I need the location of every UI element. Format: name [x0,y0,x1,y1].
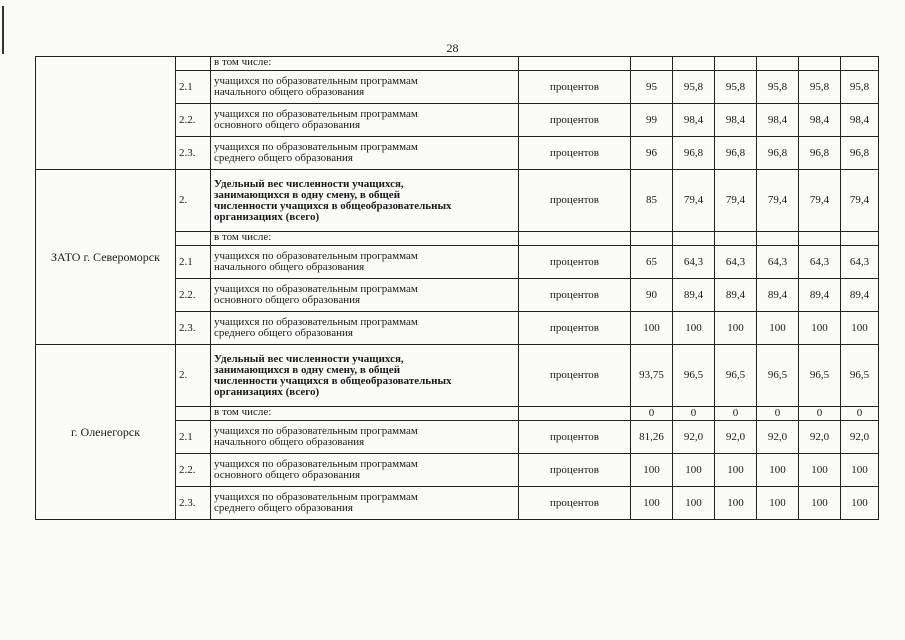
value-cell: 0 [757,407,799,421]
value-cell [757,232,799,246]
value-cell: 0 [799,407,841,421]
value-cell: 93,75 [631,345,673,407]
value-cell: 96,8 [715,137,757,170]
value-cell [757,57,799,71]
value-cell: 89,4 [673,279,715,312]
indicator-label [211,246,519,279]
indicators-table [35,56,879,520]
value-cell: 96,5 [841,345,879,407]
value-cell [841,232,879,246]
value-cell: 79,4 [673,170,715,232]
indicator-label [211,421,519,454]
value-cell: 99 [631,104,673,137]
value-cell: 89,4 [841,279,879,312]
value-cell: 95,8 [673,71,715,104]
item-number: 2.2. [176,454,211,487]
value-cell: 96,8 [799,137,841,170]
indicator-text-line: учащихся по образовательным программам [214,458,418,470]
value-cell: 64,3 [715,246,757,279]
unit-cell: процентов [519,454,631,487]
unit-cell: процентов [519,137,631,170]
unit-cell: процентов [519,345,631,407]
value-cell: 100 [715,312,757,345]
value-cell: 96,5 [715,345,757,407]
unit-cell-empty [519,57,631,71]
item-number: 2.3. [176,487,211,520]
item-number: 2.3. [176,137,211,170]
indicator-heading [211,345,519,407]
value-cell: 98,4 [841,104,879,137]
item-number: 2.1 [176,71,211,104]
value-cell: 100 [757,487,799,520]
municipality-cell: ЗАТО г. Североморск [36,170,176,345]
value-cell: 95,8 [799,71,841,104]
indicator-text-line: среднего общего образования [214,152,353,164]
value-cell: 96,5 [673,345,715,407]
value-cell: 92,0 [841,421,879,454]
value-cell: 95,8 [715,71,757,104]
indicator-text-line: учащихся по образовательным программам [214,75,418,87]
value-cell: 79,4 [841,170,879,232]
unit-cell-empty [519,407,631,421]
value-cell: 100 [799,487,841,520]
value-cell: 92,0 [715,421,757,454]
value-cell: 85 [631,170,673,232]
indicator-text-line: начального общего образования [214,436,365,448]
value-cell: 96,8 [841,137,879,170]
unit-cell-empty [519,232,631,246]
indicator-text-line: Удельный вес численности учащихся, [214,177,404,190]
value-cell: 92,0 [673,421,715,454]
unit-cell: процентов [519,71,631,104]
value-cell: 96 [631,137,673,170]
indicator-text-line: организациях (всего) [214,385,320,398]
indicator-text-line: организациях (всего) [214,210,320,223]
value-cell: 100 [841,487,879,520]
municipality-cell [36,57,176,170]
value-cell: 100 [757,454,799,487]
value-cell [673,57,715,71]
value-cell: 0 [631,407,673,421]
indicator-text-line: численности учащихся в общеобразовательных [214,199,452,212]
indicator-text-line: учащихся по образовательным программам [214,425,418,437]
value-cell: 95 [631,71,673,104]
indicator-text-line: занимающихся в одну смену, в общей [214,363,401,376]
value-cell: 98,4 [799,104,841,137]
municipality-cell: г. Оленегорск [36,345,176,520]
unit-cell: процентов [519,421,631,454]
value-cell: 89,4 [715,279,757,312]
indicator-text-line: занимающихся в одну смену, в общей [214,188,401,201]
item-number: 2.2. [176,104,211,137]
item-number: 2.3. [176,312,211,345]
unit-cell: процентов [519,104,631,137]
value-cell: 96,8 [673,137,715,170]
item-number-empty [176,232,211,246]
value-cell [799,57,841,71]
value-cell: 79,4 [757,170,799,232]
value-cell: 98,4 [757,104,799,137]
value-cell [841,57,879,71]
unit-cell: процентов [519,487,631,520]
value-cell: 92,0 [757,421,799,454]
value-cell: 100 [841,312,879,345]
indicator-label [211,487,519,520]
indicator-text-line: учащихся по образовательным программам [214,250,418,262]
item-number-empty [176,57,211,71]
item-number: 2.1 [176,421,211,454]
indicator-text-line: основного общего образования [214,294,361,306]
value-cell: 79,4 [799,170,841,232]
indicator-text-line: учащихся по образовательным программам [214,108,418,120]
item-number: 2. [176,345,211,407]
indicator-label [211,137,519,170]
value-cell: 96,5 [757,345,799,407]
unit-cell: процентов [519,170,631,232]
indicator-text-line: среднего общего образования [214,327,353,339]
item-number: 2.2. [176,279,211,312]
indicator-label [211,312,519,345]
value-cell: 64,3 [799,246,841,279]
item-number: 2. [176,170,211,232]
value-cell: 0 [673,407,715,421]
value-cell [715,57,757,71]
table-row [36,345,879,407]
value-cell [715,232,757,246]
indicator-text-line: учащихся по образовательным программам [214,283,418,295]
indicator-text-line: среднего общего образования [214,502,353,514]
value-cell: 100 [673,487,715,520]
item-number: 2.1 [176,246,211,279]
subheading-label: в том числе: [211,232,519,246]
value-cell: 100 [799,312,841,345]
value-cell: 90 [631,279,673,312]
table-row [36,57,879,71]
value-cell: 100 [631,312,673,345]
value-cell [799,232,841,246]
item-number-empty [176,407,211,421]
value-cell: 64,3 [673,246,715,279]
value-cell: 64,3 [841,246,879,279]
indicator-text-line: основного общего образования [214,119,361,131]
value-cell: 100 [631,487,673,520]
value-cell [673,232,715,246]
value-cell: 95,8 [841,71,879,104]
value-cell: 64,3 [757,246,799,279]
value-cell: 100 [841,454,879,487]
unit-cell: процентов [519,246,631,279]
indicator-text-line: начального общего образования [214,261,365,273]
value-cell: 98,4 [715,104,757,137]
page-number: 28 [446,41,459,55]
value-cell: 100 [673,454,715,487]
indicator-label [211,71,519,104]
value-cell: 89,4 [799,279,841,312]
value-cell: 65 [631,246,673,279]
indicator-text-line: учащихся по образовательным программам [214,316,418,328]
indicator-text-line: учащихся по образовательным программам [214,141,418,153]
table-body [36,57,879,520]
subheading-label: в том числе: [211,407,519,421]
indicator-label [211,279,519,312]
value-cell: 95,8 [757,71,799,104]
value-cell: 100 [715,454,757,487]
value-cell: 79,4 [715,170,757,232]
value-cell: 92,0 [799,421,841,454]
table-row [36,170,879,232]
unit-cell: процентов [519,312,631,345]
value-cell: 0 [715,407,757,421]
indicator-text-line: Удельный вес численности учащихся, [214,352,404,365]
unit-cell: процентов [519,279,631,312]
subheading-label: в том числе: [211,57,519,71]
value-cell: 96,8 [757,137,799,170]
indicator-text-line: основного общего образования [214,469,361,481]
value-cell: 89,4 [757,279,799,312]
value-cell [631,57,673,71]
value-cell: 100 [631,454,673,487]
indicator-label [211,454,519,487]
indicator-heading [211,170,519,232]
indicator-text-line: учащихся по образовательным программам [214,491,418,503]
indicator-text-line: численности учащихся в общеобразовательных [214,374,452,387]
value-cell: 100 [673,312,715,345]
value-cell: 98,4 [673,104,715,137]
indicator-label [211,104,519,137]
value-cell: 100 [799,454,841,487]
value-cell: 100 [715,487,757,520]
indicator-text-line: начального общего образования [214,86,365,98]
value-cell: 0 [841,407,879,421]
value-cell: 96,5 [799,345,841,407]
value-cell [631,232,673,246]
value-cell: 100 [757,312,799,345]
value-cell: 81,26 [631,421,673,454]
